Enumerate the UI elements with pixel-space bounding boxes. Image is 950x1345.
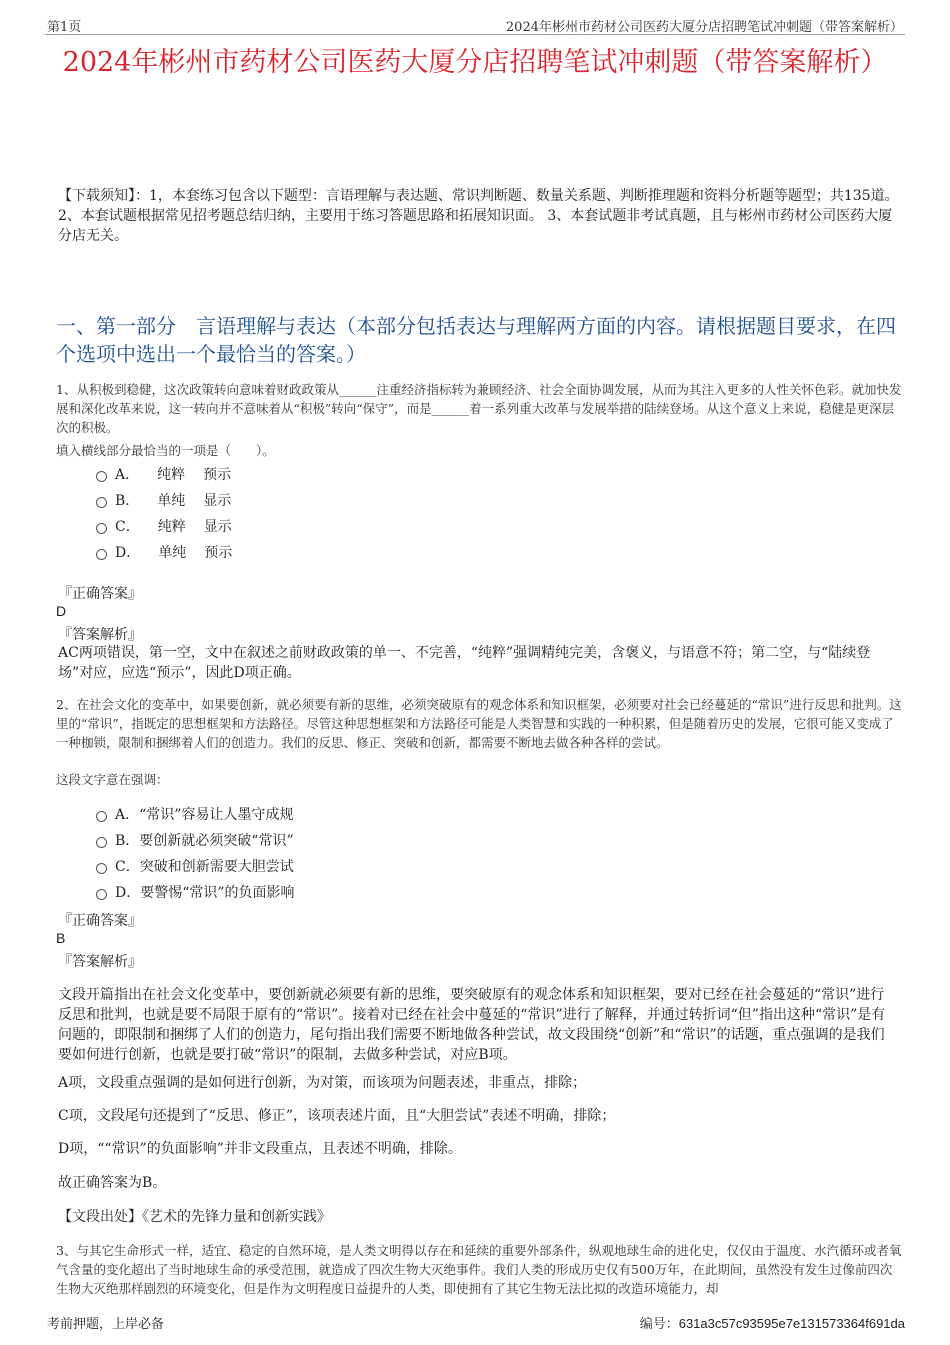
footer-code: 编号：631a3c57c93595e7e131573364f691da bbox=[639, 1316, 905, 1332]
radio-icon[interactable] bbox=[96, 497, 107, 508]
q2-option-a[interactable]: A．“常识”容易让人墨守成规 bbox=[96, 802, 295, 828]
q2-answer: B bbox=[56, 930, 66, 946]
q2-stem: 2、在社会文化的变革中，如果要创新，就必须要有新的思维，必须突破原有的观念体系和知识框架，必须要对社会已经蔓延的“常识”进行反思和批判。这里的“常识”，指既定的思想框架和方法路径。尽管这种思想框架和方法路径可能是人类智慧和实践的一种积累，但是随着历史的发展，它很可能又变成了一种枷锁，限制和捆绑着人们的创造力。我们的反思、修正、突破和创新，都需要不断地去做各种各样的尝试。 bbox=[56, 697, 902, 750]
radio-icon[interactable] bbox=[96, 889, 107, 900]
q3-stem: 3、与其它生命形式一样，适宜、稳定的自然环境，是人类文明得以存在和延续的重要外部条件，纵观地球生命的进化史，仅仅由于温度、水汽循环或者氧气含量的变化超出了当时地球生命的承受范围，就造成了四次生物大灭绝事件。我们人类的形成历史仅有500万年，在此期间，虽然没有发生过像前四次生物大灭绝那样剧烈的环境变化，但是作为文明程度日益提升的人类，即使拥有了其它生物无法比拟的改造环境能力，却 bbox=[56, 1243, 902, 1296]
q2-conclusion: 故正确答案为B。 bbox=[58, 1175, 167, 1191]
download-notice: 【下载须知】：1，本套练习包含以下题型：言语理解与表达题、常识判断题、数量关系题、判断推理题和资料分析题等题型；共135道。 2、本套试题根据常见招考题总结归纳，主要用于练习答题思路和拓展知识面。 3、本套试题非考试真题，且与彬州市药材公司医药大厦分店无关。 bbox=[58, 188, 899, 244]
radio-icon[interactable] bbox=[96, 523, 107, 534]
q2-analysis-label: 『答案解析』 bbox=[58, 954, 142, 970]
q2-answer-label: 『正确答案』 bbox=[58, 913, 142, 929]
q1-option-d[interactable]: D． 单纯 预示 bbox=[96, 540, 232, 566]
q1-options bbox=[96, 462, 232, 566]
q1-option-a[interactable]: A． 纯粹 预示 bbox=[96, 462, 232, 488]
document-title: 2024年彬州市药材公司医药大厦分店招聘笔试冲刺题（带答案解析） bbox=[62, 47, 888, 78]
q2-option-c[interactable]: C．突破和创新需要大胆尝试 bbox=[96, 854, 295, 880]
q1-stem: 1、从积极到稳健，这次政策转向意味着财政政策从______注重经济指标转为兼顾经济、社会全面协调发展，从而为其注入更多的人性关怀色彩。就加快发展和深化改革来说，这一转向并不意味着从“积极”转向“保守”，而是______着一系列重大改革与发展举措的陆续登场。从这个意义上来说，稳健是更深层次的积极。 bbox=[56, 382, 902, 435]
running-title: 2024年彬州市药材公司医药大厦分店招聘笔试冲刺题（带答案解析） bbox=[505, 20, 903, 35]
q1-option-b[interactable]: B． 单纯 显示 bbox=[96, 488, 232, 514]
section-heading: 一、第一部分 言语理解与表达（本部分包括表达与理解两方面的内容。请根据题目要求，在四个选项中选出一个最恰当的答案。） bbox=[56, 314, 896, 366]
q1-analysis: AC两项错误，第一空，文中在叙述之前财政政策的单一、不完善，“纯粹”强调精纯完美，含褒义，与语意不符；第二空，与“陆续登场”对应，应选“预示”，因此D项正确。 bbox=[58, 645, 871, 681]
q1-answer-label: 『正确答案』 bbox=[58, 586, 142, 602]
q2-analysis-d: D项，““常识”的负面影响”并非文段重点，且表述不明确，排除。 bbox=[58, 1141, 462, 1157]
q2-option-b[interactable]: B．要创新就必须突破“常识” bbox=[96, 828, 295, 854]
q2-analysis-main: 文段开篇指出在社会文化变革中，要创新就必须要有新的思维，要突破原有的观念体系和知识框架，要对已经在社会蔓延的“常识”进行反思和批判，也就是要不局限于原有的“常识”。接着对已经在社会中蔓延的“常识”进行了解释，并通过转折词“但”指出这种“常识”是有问题的，即限制和捆绑了人们的创造力，尾句指出我们需要不断地做各种尝试，故文段围绕“创新”和“常识”的话题，重点强调的是我们要如何进行创新，也就是要打破“常识”的限制，去做多种尝试，对应B项。 bbox=[58, 987, 886, 1063]
q2-prompt: 这段文字意在强调： bbox=[56, 772, 169, 787]
radio-icon[interactable] bbox=[96, 837, 107, 848]
q2-option-d[interactable]: D．要警惕“常识”的负面影响 bbox=[96, 880, 295, 906]
q1-option-c[interactable]: C． 纯粹 显示 bbox=[96, 514, 232, 540]
q1-analysis-label: 『答案解析』 bbox=[58, 627, 142, 643]
q1-answer: D bbox=[56, 603, 67, 619]
page-number: 第1页 bbox=[47, 20, 82, 35]
q2-analysis-a: A项，文段重点强调的是如何进行创新，为对策，而该项为问题表述，非重点，排除； bbox=[58, 1075, 587, 1091]
radio-icon[interactable] bbox=[96, 549, 107, 560]
q2-analysis-c: C项，文段尾句还提到了“反思、修正”，该项表述片面，且“大胆尝试”表述不明确，排除； bbox=[58, 1108, 616, 1124]
q2-source: 【文段出处】《艺术的先锋力量和创新实践》 bbox=[58, 1209, 331, 1225]
radio-icon[interactable] bbox=[96, 811, 107, 822]
radio-icon[interactable] bbox=[96, 863, 107, 874]
radio-icon[interactable] bbox=[96, 471, 107, 482]
q2-options bbox=[96, 802, 295, 906]
q1-prompt: 填入横线部分最恰当的一项是（ ）。 bbox=[56, 443, 275, 458]
footer-slogan: 考前押题，上岸必备 bbox=[47, 1317, 165, 1332]
page-header bbox=[45, 14, 905, 35]
